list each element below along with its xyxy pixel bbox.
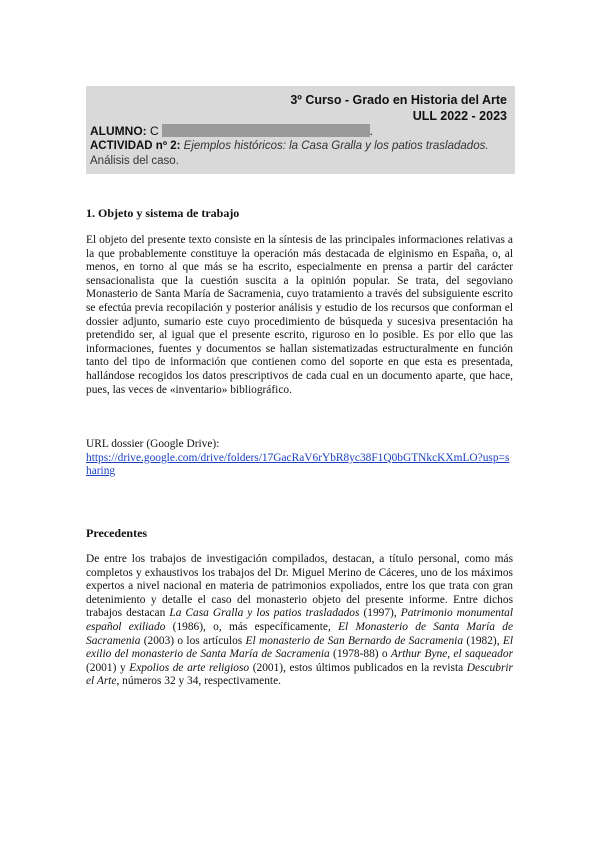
text-run: (1982), bbox=[463, 634, 503, 647]
work-title: El monasterio de San Bernardo de Sacramenia bbox=[245, 634, 464, 647]
work-title: La Casa Gralla y los patios trasladados bbox=[169, 607, 360, 620]
student-initial: C bbox=[150, 124, 159, 138]
section-heading-objeto: 1. Objeto y sistema de trabajo bbox=[86, 206, 240, 220]
student-suffix: . bbox=[369, 124, 374, 138]
student-label: ALUMNO: bbox=[90, 124, 147, 138]
text-run: (1978-88) o bbox=[329, 648, 391, 661]
text-run: (1986), o, más específicamente, bbox=[165, 620, 339, 633]
section-heading-precedentes: Precedentes bbox=[86, 526, 148, 540]
assignment-header bbox=[86, 86, 515, 174]
work-title: Arthur Byne, el saqueador bbox=[390, 648, 513, 661]
text-run: (2001) y bbox=[86, 661, 130, 674]
work-title: El exilio del monasterio de Santa María de Sacramenia bbox=[86, 634, 513, 661]
activity-line bbox=[90, 139, 510, 169]
activity-label: ACTIVIDAD nº 2: bbox=[90, 140, 181, 152]
dossier-block bbox=[86, 438, 513, 479]
section-paragraph-objeto: El objeto del presente texto consiste en la síntesis de las principales informaciones relativas a la que probablemente constituye la operación más destacada de elginismo en España, o, al menos, en torno al que más se ha escrito, especialmente en prensa a partir del carácter sensacionalista que la cuestión suscita a la opinión popular. Se trata, del segoviano Monasterio de Santa María de Sacramenia, cuyo tratamiento a través del subsiguiente escrito se efectúa previa recopilación y posterior análisis y estudio de los recursos que conforman el dossier adjunto, sumario este cuyo procedimiento de búsqueda y sucesiva presentación ha pretendido ser, al igual que el presente escrito, riguroso en lo posible. Es por ello que las informaciones, fuentes y documentos se hallan sistematizadas estructuralmente en función tanto del tipo de información que contienen como del soporte en que esta es presentada, hallándose recogidos los datos prescriptivos de cada cual en un documento aparte, que hace, pues, las veces de «inventario» bibliográfico. bbox=[86, 234, 513, 396]
text-run: De entre los trabajos de investigación compilados, destacan, a título personal, como más completos y exhaustivos los trabajos del Dr. Miguel Merino de Cáceres, uno de los máximos expertos a nivel nacional en materia de patrimonios expoliados, entre los que trata con gran detenimiento y detalle el caso del monasterio objeto del presente informe. Entre dichos trabajos destacan bbox=[86, 553, 513, 620]
dossier-label: URL dossier (Google Drive): bbox=[86, 438, 220, 450]
course-title: 3º Curso - Grado en Historia del Arte bbox=[290, 93, 507, 107]
academic-year: ULL 2022 - 2023 bbox=[412, 109, 507, 123]
work-title: Patrimonio monumental español exiliado bbox=[86, 607, 513, 633]
redacted-name bbox=[162, 124, 370, 137]
activity-title: Ejemplos históricos: la Casa Gralla y los patios trasladados. bbox=[183, 140, 489, 152]
dossier-link[interactable]: https://drive.google.com/drive/folders/17GacRaV6rYbR8yc38F1Q0bGTNkcKXmLO?usp=sharing bbox=[86, 451, 510, 478]
student-line bbox=[90, 124, 373, 138]
text-run: , números 32 y 34, respectivamente. bbox=[116, 675, 281, 688]
work-title: Expolios de arte religioso bbox=[129, 661, 250, 674]
section-paragraph-precedentes bbox=[86, 553, 513, 689]
text-run: (1997), bbox=[359, 607, 401, 620]
work-title: El Monasterio de Santa María de Sacramenia bbox=[86, 620, 513, 647]
text-run: (2003) o los artículos bbox=[140, 634, 246, 647]
journal-title: Descubrir el Arte bbox=[86, 661, 513, 688]
text-run: (2001), estos últimos publicados en la revista bbox=[249, 661, 467, 674]
activity-subtitle: Análisis del caso. bbox=[90, 155, 179, 167]
